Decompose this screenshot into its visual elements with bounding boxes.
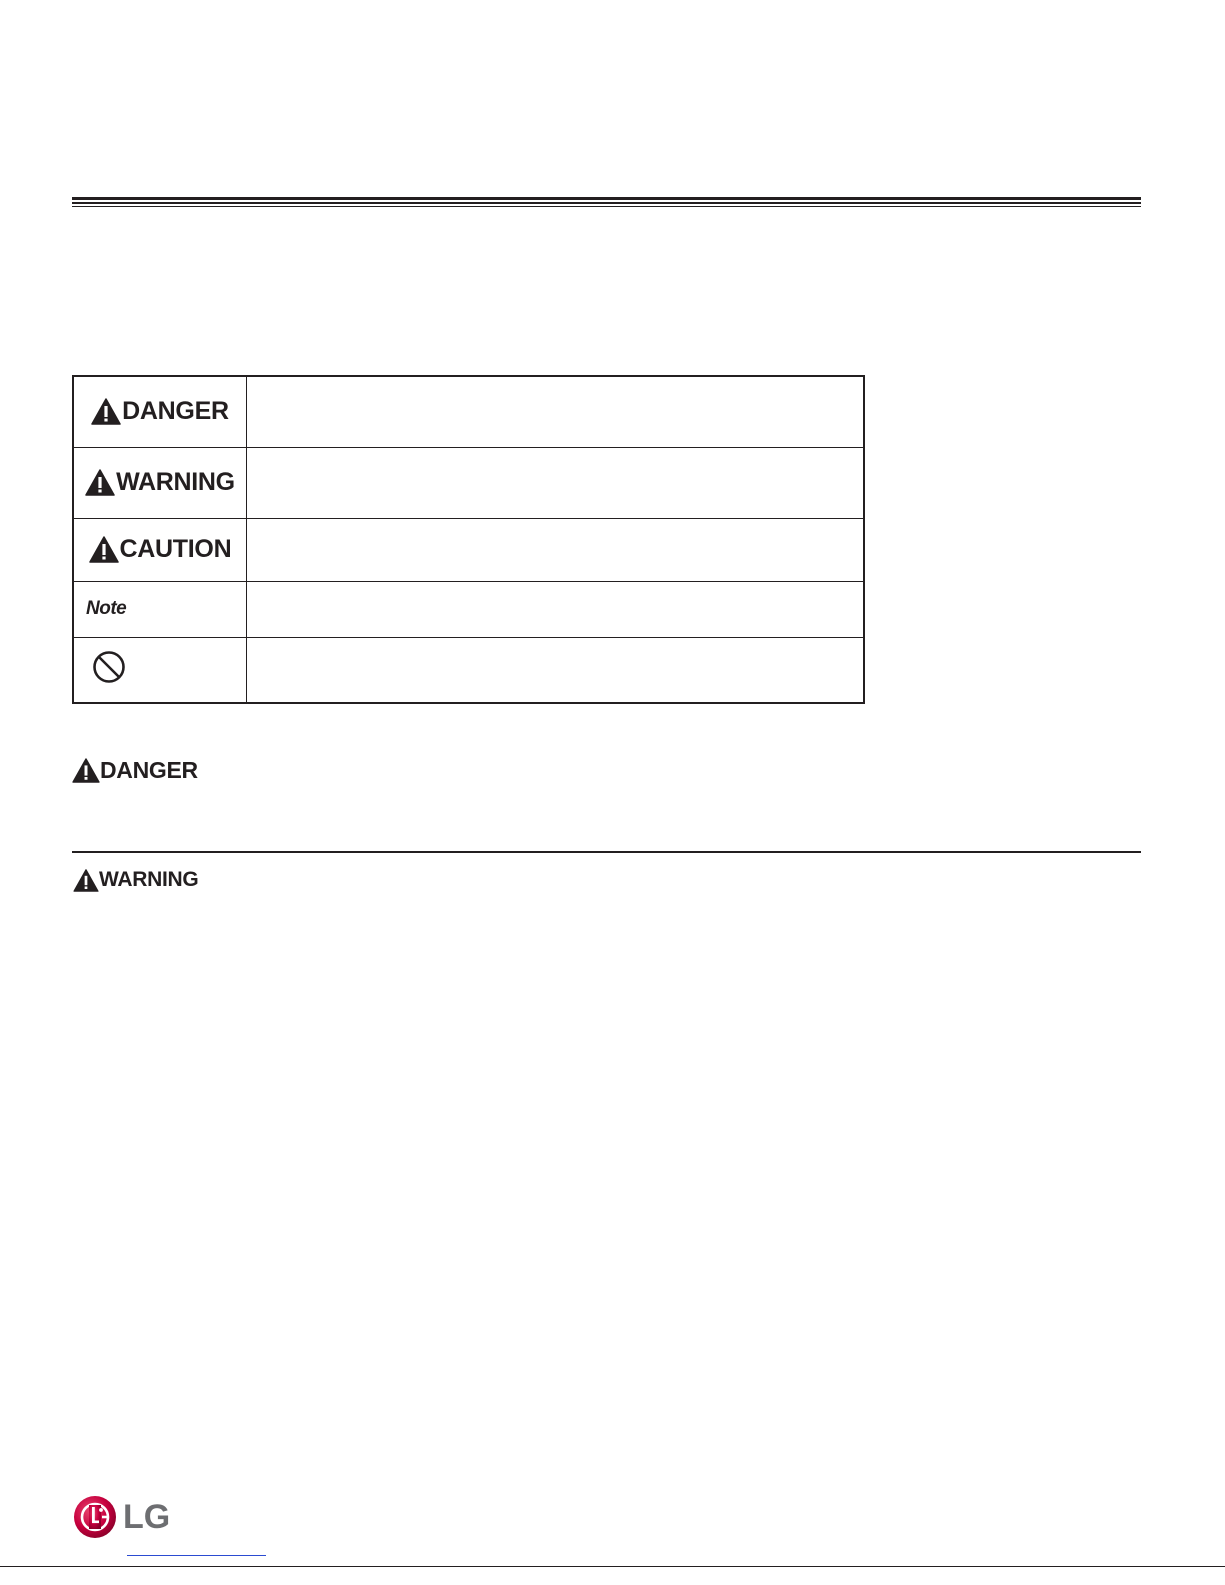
legend-description-cell	[246, 637, 864, 703]
title-rule	[72, 197, 1141, 207]
warning-triangle-icon	[72, 758, 100, 783]
legend-symbol-cell	[73, 518, 246, 581]
legend-symbol-cell	[73, 637, 246, 703]
legend-description-cell	[246, 447, 864, 518]
warning-triangle-icon	[85, 469, 115, 496]
legend-row-caution	[73, 518, 864, 581]
lg-logo: LG	[73, 1495, 170, 1539]
legend-description-cell	[246, 581, 864, 637]
footer-link-underline[interactable]	[127, 1555, 266, 1556]
caution-label: CAUTION	[74, 535, 246, 564]
page-bottom-rule	[0, 1566, 1225, 1567]
section-divider	[72, 851, 1141, 853]
note-label: Note	[86, 598, 127, 619]
legend-row-note	[73, 581, 864, 637]
legend-symbol-cell	[73, 581, 246, 637]
legend-symbol-cell	[73, 447, 246, 518]
legend-row-warning	[73, 447, 864, 518]
danger-label: DANGER	[74, 397, 246, 426]
warning-triangle-icon	[91, 398, 121, 425]
danger-section-heading: DANGER	[72, 757, 198, 784]
legend-row-prohibited	[73, 637, 864, 703]
safety-symbol-legend-table	[72, 375, 865, 704]
legend-row-danger	[73, 376, 864, 447]
prohibited-icon	[74, 650, 246, 689]
warning-label: WARNING	[74, 468, 246, 497]
legend-description-cell	[246, 376, 864, 447]
lg-logo-icon	[73, 1495, 117, 1539]
warning-section-heading: WARNING	[73, 868, 198, 892]
legend-symbol-cell	[73, 376, 246, 447]
legend-description-cell	[246, 518, 864, 581]
warning-triangle-icon	[89, 536, 119, 563]
warning-triangle-icon	[73, 869, 99, 892]
